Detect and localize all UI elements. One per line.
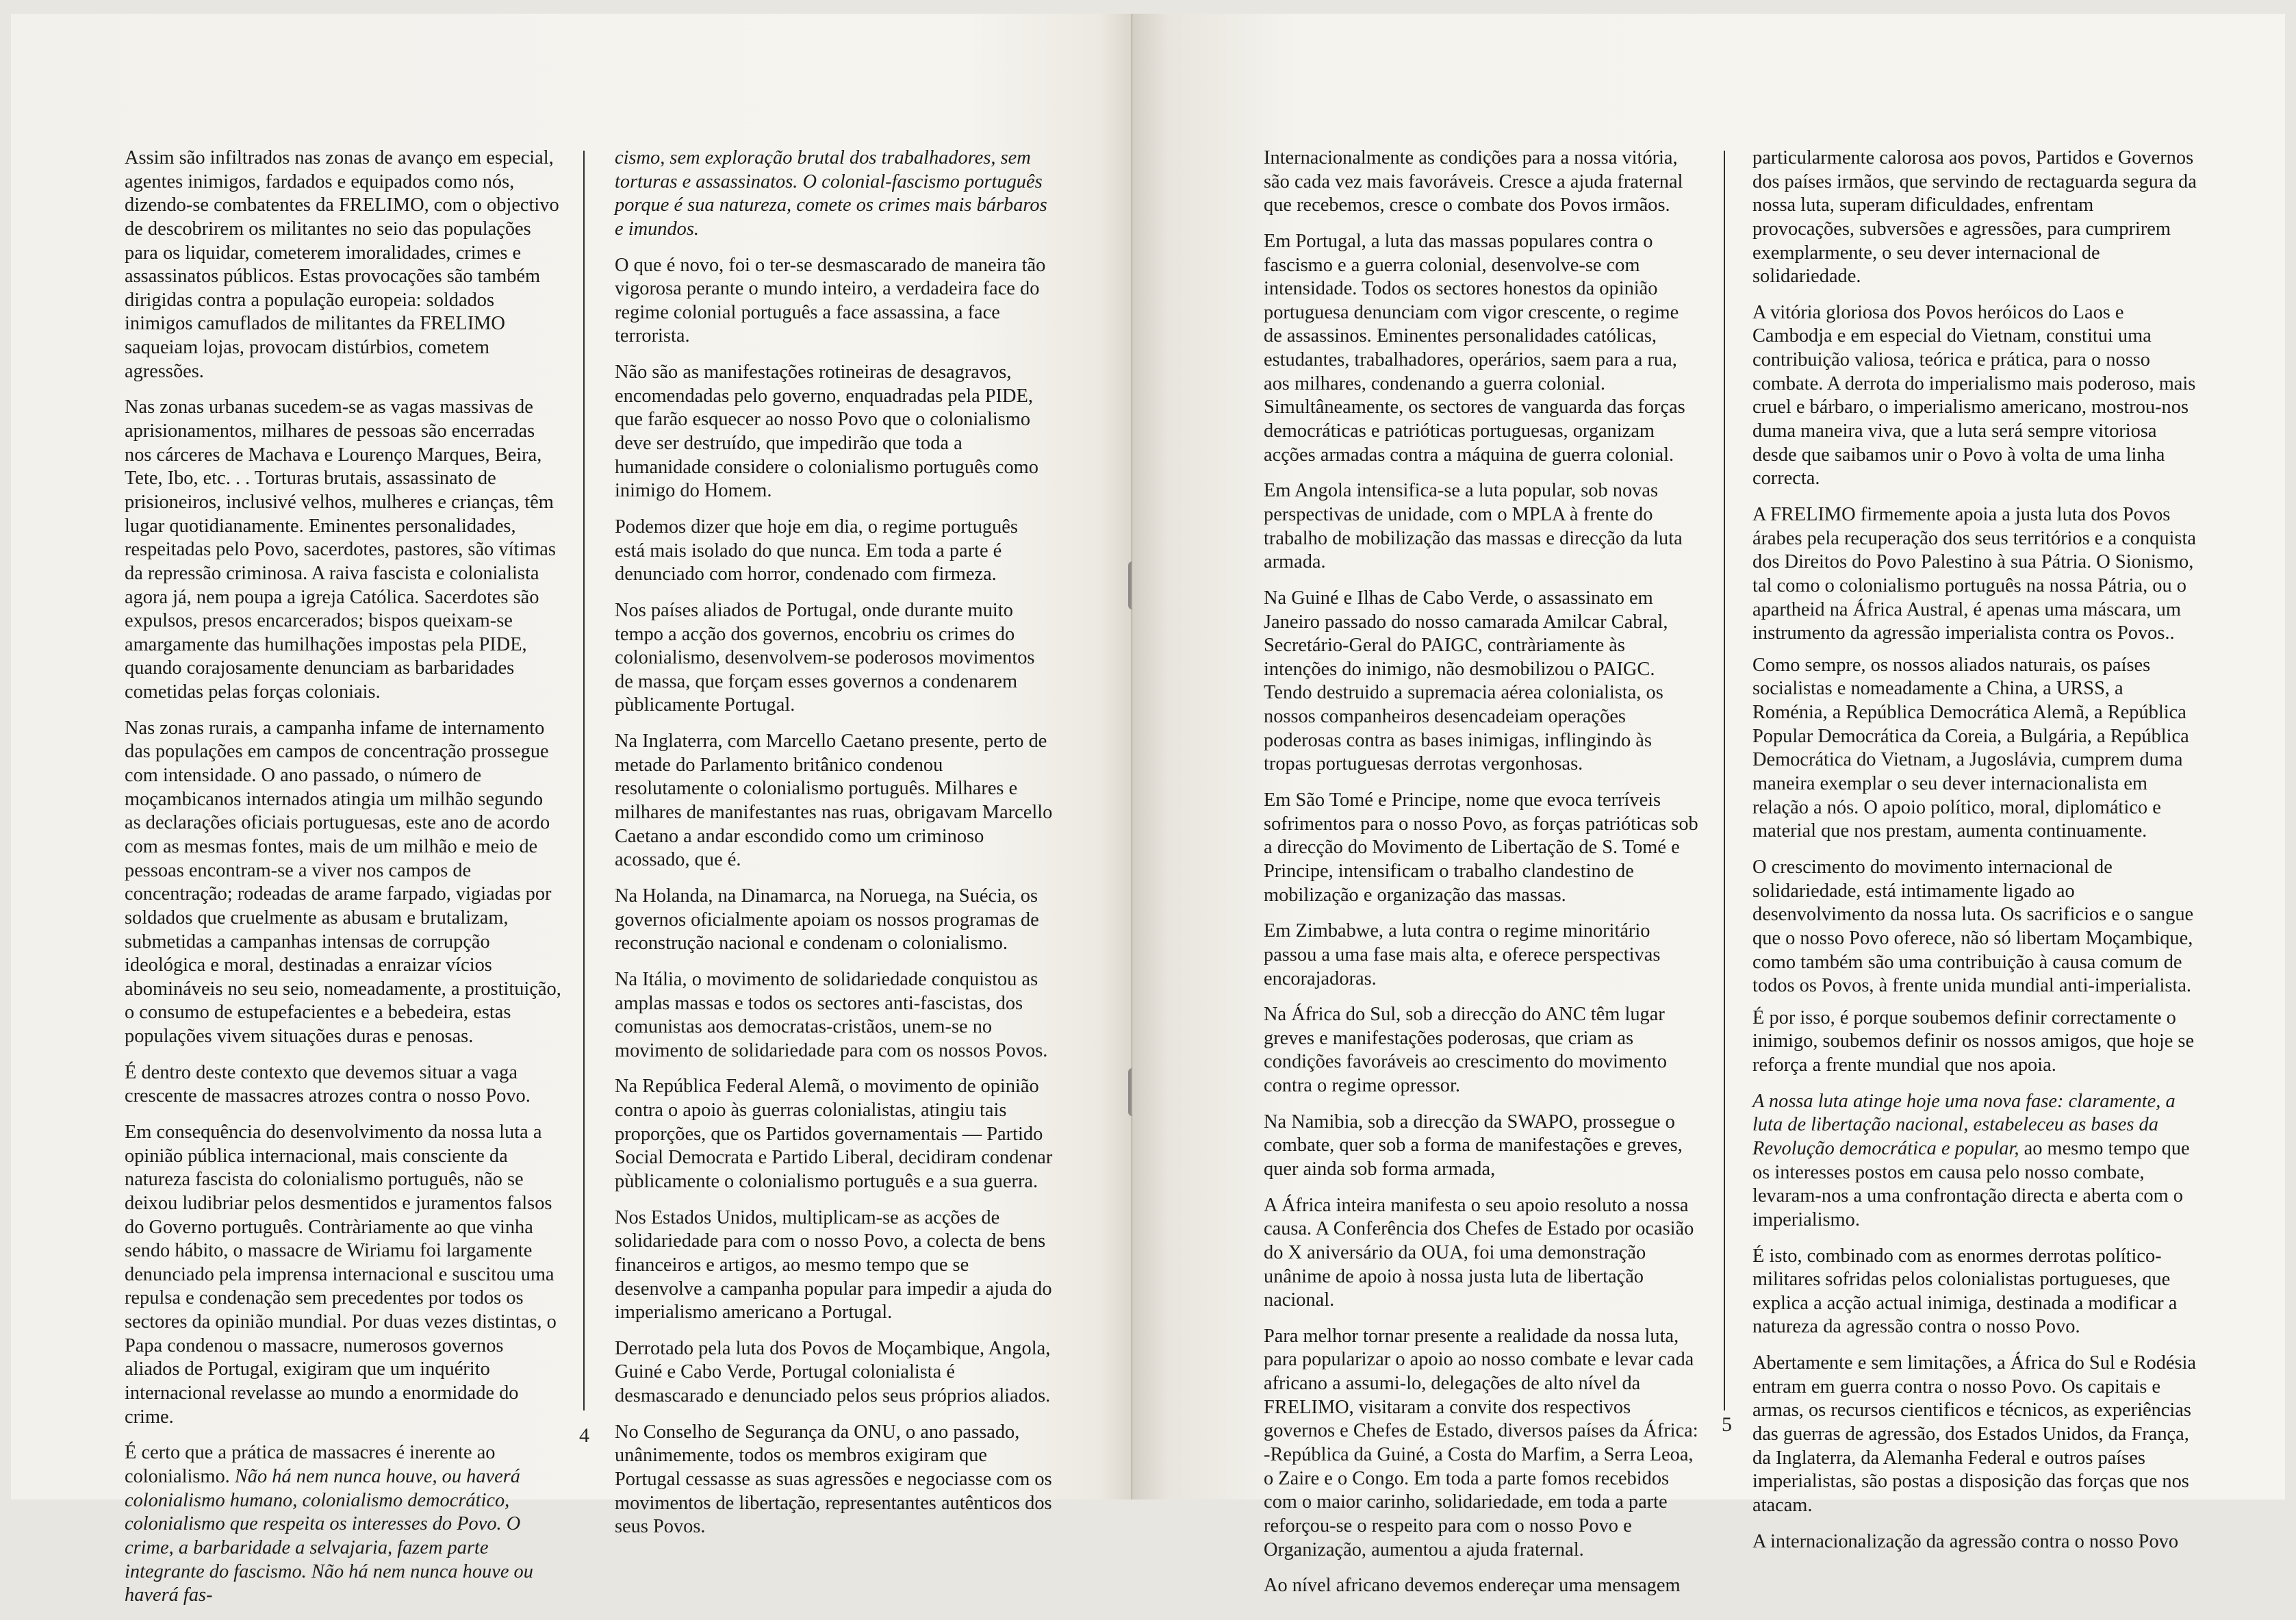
paragraph-text: É certo que a prática de massacres é inerente ao colonialismo.	[125, 1442, 496, 1487]
paragraph: O crescimento do movimento internacional de solidariedade, está intimamente ligado ao desenvolvimento da nossa luta. Os sacrificios e o sangue que o nosso Povo oferece, não só libertam Moçambique, como também são uma contribuição à causa comum de todos os Povos, à frente unida mundial anti-imperialista.	[1752, 856, 2194, 997]
column-divider	[583, 151, 585, 1410]
paragraph: Assim são infiltrados nas zonas de avanço em especial, agentes inimigos, fardados e equipados como nós, dizendo-se combatentes da FRELIMO, com o objectivo de descobrirem os militantes no seio das populações para os liquidar, cometerem imoralidades, crimes e assassinatos públicos. Estas provocações são também dirigidas contra a população europeia: soldados inimigos camuflados de militantes da FRELIMO saqueiam lojas, provocam distúrbios, cometem agressões.	[125, 147, 559, 382]
paragraph-italic-text: ao mesmo tempo que os interesses postos em causa pelo nosso combate, levaram-nos a uma confrontação directa e aberta com o imperialismo.	[1752, 1137, 2190, 1230]
column-1	[125, 147, 563, 1620]
paragraph: Ao nível africano devemos endereçar uma mensagem	[1264, 1575, 1681, 1597]
paragraph: Na Guiné e Ilhas de Cabo Verde, o assassinato em Janeiro passado do nosso camarada Amilcar Cabral, Secretário-Geral do PAIGC, contràriamente às intenções do inimigo, não desmobilizou o PAIGC. Tendo destruido a supremacia aérea colonialista, os nossos companheiros desencadeiam operações poderosas contra as bases inimigas, inflingindo às tropas portuguesas derrotas vergonhosas.	[1264, 587, 1668, 775]
paragraph: Para melhor tornar presente a realidade da nossa luta, para popularizar o apoio ao nosso combate e levar cada africano a assumi-lo, delegações de alto nível da FRELIMO, visitaram a convite dos respectivos governos e Chefes de Estado, diversos países da África: -República da Guiné, a Costa do Marfim, a Serra Leoa, o Zaire e o Congo. Em toda a parte fomos recebidos com o maior carinho, solidariedade, em toda a parte reforçou-se o respeito para com o nosso Povo e Organização, aumentou a ajuda fraternal.	[1264, 1325, 1698, 1560]
paragraph: Em São Tomé e Principe, nome que evoca terríveis sofrimentos para o nosso Povo, as forças patrióticas sob a direcção do Movimento de Libertação de S. Tomé e Principe, intensificam o trabalho clandestino de mobilização e organização das massas.	[1264, 789, 1698, 906]
paragraph: Como sempre, os nossos aliados naturais, os países socialistas e nomeadamente a China, a URSS, a Roménia, a República Democrática Alemã, a República Popular Democrática da Coreia, a Bulgária, a República Democrática do Vietnam, a Jugoslávia, cumprem duma maneira exemplar o seu dever internacionalista em relação a nós. O apoio político, moral, diplomático e material que nos prestam, aumenta continuamente.	[1752, 654, 2189, 842]
paragraph: Na Itália, o movimento de solidariedade conquistou as amplas massas e todos os sectores anti-fascistas, dos comunistas aos democratas-cristãos, unem-se no movimento de solidariedade para com os nossos Povos.	[615, 968, 1048, 1061]
paragraph: Nos Estados Unidos, multiplicam-se as acções de solidariedade para com o nosso Povo, a colecta de bens financeiros e artigos, ao mesmo tempo que se desenvolve a campanha popular para impedir a ajuda do imperialismo americano a Portugal.	[615, 1206, 1052, 1324]
paragraph-italic-text: Não há nem nunca houve, ou haverá colonialismo humano, colonialismo democrático, colonialismo que respeita os interesses do Povo. O crime, a barbaridade a selvajaria, fazem parte integrante do fascismo. Não há nem nunca houve ou haverá fas-	[125, 1465, 533, 1606]
paragraph: particularmente calorosa aos povos, Partidos e Governos dos países irmãos, que servindo de rectaguarda segura da nossa luta, superam dificuldades, enfrentam provocações, subversões e agressões, para cumprirem exemplarmente, o seu dever internacional de solidariedade.	[1752, 147, 2197, 288]
paragraph	[1752, 1090, 2197, 1232]
paragraph: É isto, combinado com as enormes derrotas político-militares sofridas pelos colonialistas portugueses, que explica a acção actual inimiga, destinada a modificar a natureza da agressão contra o nosso Povo.	[1752, 1245, 2178, 1338]
paragraph: No Conselho de Segurança da ONU, o ano passado, unânimemente, todos os membros exigiram que Portugal cessasse as suas agressões e negociasse com os movimentos de libertação, representantes autênticos dos seus Povos.	[615, 1421, 1052, 1538]
paragraph: Na República Federal Alemã, o movimento de opinião contra o apoio às guerras colonialistas, atingiu tais proporções, que os Partidos governamentais — Partido Social Democrata e Partido Liberal, decidiram condenar pùblicamente o colonialismo português e a sua guerra.	[615, 1076, 1053, 1192]
page-number: 4	[579, 1424, 589, 1447]
paragraph: A vitória gloriosa dos Povos heróicos do Laos e Cambodja e em especial do Vietnam, constitui uma contribuição valiosa, teórica e prática, para o nosso combate. A derrota do imperialismo mais poderoso, mais cruel e bárbaro, o imperialismo americano, mostrou-nos duma maneira viva, que a luta será sempre vitoriosa desde que saibamos unir o Povo à volta de uma linha correcta.	[1752, 301, 2196, 490]
right-page	[1134, 14, 2285, 1597]
paragraph	[125, 1441, 563, 1607]
paragraph: Na Namibia, sob a direcção da SWAPO, prossegue o combate, quer sob a forma de manifestações e greves, quer ainda sob forma armada,	[1264, 1111, 1683, 1180]
left-page	[11, 14, 1134, 1606]
paragraph: Na Inglaterra, com Marcello Caetano presente, perto de metade do Parlamento britânico condenou resolutamente o colonialismo português. Milhares e milhares de manifestantes nas ruas, obrigavam Marcello Caetano a andar escondido como um criminoso acossado, que é.	[615, 731, 1053, 871]
paragraph: cismo, sem exploração brutal dos trabalhadores, sem torturas e assassinatos. O colonial-fascismo português porque é sua natureza, comete os crimes mais bárbaros e imundos.	[615, 147, 1047, 240]
paragraph: Na Holanda, na Dinamarca, na Noruega, na Suécia, os governos oficialmente apoiam os nossos programas de reconstrução nacional e condenam o colonialismo.	[615, 885, 1039, 954]
paragraph: Nos países aliados de Portugal, onde durante muito tempo a acção dos governos, encobriu os crimes do colonialismo, desenvolvem-se poderosos movimentos de massa, que forçam esses governos a condenarem pùblicamente Portugal.	[615, 599, 1035, 716]
paragraph: Podemos dizer que hoje em dia, o regime português está mais isolado do que nunca. Em toda a parte é denunciado com horror, condenado com firmeza.	[615, 516, 1018, 585]
paragraph-text: A nossa luta atinge hoje uma nova fase: claramente, a luta de libertação nacional, estabeleceu as bases da Revolução democrática e popular,	[1752, 1090, 2176, 1159]
paragraph: A África inteira manifesta o seu apoio resoluto a nossa causa. A Conferência dos Chefes de Estado por ocasião do X aniversário da OUA, foi uma demonstração unânime de apoio à nossa justa luta de libertação nacional.	[1264, 1194, 1694, 1311]
paragraph: Internacionalmente as condições para a nossa vitória, são cada vez mais favoráveis. Cresce a ajuda fraternal que recebemos, cresce o combate dos Povos irmãos.	[1264, 147, 1683, 216]
column-4	[1752, 147, 2197, 1566]
paragraph: É dentro deste contexto que devemos situar a vaga crescente de massacres atrozes contra o nosso Povo.	[125, 1061, 531, 1107]
paragraph: Em Portugal, a luta das massas populares contra o fascismo e a guerra colonial, desenvolve-se com intensidade. Todos os sectores honestos da opinião portuguesa denunciam com vigor crescente, o regime de assassinos. Eminentes personalidades católicas, estudantes, trabalhadores, operários, saem para a rua, aos milhares, condenando a guerra colonial. Simultâneamente, os sectores de vanguarda das forças democráticas e patrióticas portuguesas, organizam acções armadas contra a máquina de guerra colonial.	[1264, 230, 1685, 466]
column-divider	[1724, 151, 1725, 1410]
paragraph: Nas zonas rurais, a campanha infame de internamento das populações em campos de concentração prossegue com intensidade. O ano passado, o número de moçambicanos internados atingia um milhão segundo as declarações oficiais portuguesas, este ano de acordo com as mesmas fontes, mais de um milhão e meio de pessoas encontram-se a viver nos campos de concentração; rodeadas de arame farpado, vigiadas por soldados que cruelmente as abusam e brutalizam, submetidas a campanhas intensas de corrupção ideológica e moral, destinadas a enraizar vícios abomináveis no seu seio, nomeadamente, a prostituição, o consumo de estupefacientes e a bebedeira, estas populações vivem situações duras e penosas.	[125, 717, 561, 1048]
paragraph: A internacionalização da agressão contra o nosso Povo	[1752, 1530, 2179, 1552]
paragraph: Abertamente e sem limitações, a África do Sul e Rodésia entram em guerra contra o nosso Povo. Os capitais e armas, os recursos cientificos e técnicos, as experiências das guerras de agressão, dos Estados Unidos, da França, da Inglaterra, da Alemanha Federal e outros países imperialistas, são postas a disposição das forças que nos atacam.	[1752, 1352, 2197, 1516]
paragraph: Derrotado pela luta dos Povos de Moçambique, Angola, Guiné e Cabo Verde, Portugal colonialista é desmascarado e denunciado pelos seus próprios aliados.	[615, 1337, 1051, 1407]
column-2	[615, 147, 1053, 1552]
paragraph: Em Zimbabwe, a luta contra o regime minoritário passou a uma fase mais alta, e oferece perspectivas encorajadoras.	[1264, 920, 1661, 989]
paragraph: Em Angola intensifica-se a luta popular, sob novas perspectivas de unidade, com o MPLA à frente do trabalho de mobilização das massas e direcção da luta armada.	[1264, 480, 1683, 573]
paragraph: Na África do Sul, sob a direcção do ANC têm lugar greves e manifestações poderosas, que criam as condições favoráveis ao crescimento do movimento contra o regime opressor.	[1264, 1004, 1667, 1097]
paragraph: Não são as manifestações rotineiras de desagravos, encomendadas pelo governo, enquadradas pela PIDE, que farão esquecer ao nosso Povo que o colonialismo deve ser destruído, que impedirão que toda a humanidade considere o colonialismo português como inimigo do Homem.	[615, 362, 1038, 502]
paragraph: O que é novo, foi o ter-se desmascarado de maneira tão vigorosa perante o mundo inteiro, a verdadeira face do regime colonial português a face assassina, a face terrorista.	[615, 254, 1046, 347]
paragraph: Nas zonas urbanas sucedem-se as vagas massivas de aprisionamentos, milhares de pessoas são encerradas nos cárceres de Machava e Lourenço Marques, Beira, Tete, Ibo, etc. . . Torturas brutais, assassinato de prisioneiros, inclusivé velhos, mulheres e crianças, têm lugar quotidianamente. Eminentes personalidades, respeitadas pelo Povo, sacerdotes, pastores, são vítimas da repressão criminosa. A raiva fascista e colonialista agora já, nem poupa a igreja Católica. Sacerdotes são expulsos, presos encarcerados; bispos queixam-se amargamente das humilhações impostas pela PIDE, quando corajosamente denunciam as barbaridades cometidas pelas forças coloniais.	[125, 396, 556, 703]
paragraph: Em consequência do desenvolvimento da nossa luta a opinião pública internacional, mais consciente da natureza fascista do colonialismo português, não se deixou ludibriar pelos desmentidos e juramentos falsos do Governo português. Contràriamente ao que vinha sendo hábito, o massacre de Wiriamu foi largamente denunciado pela imprensa internacional e suscitou uma repulsa e condenação sem precedentes por todos os sectores da opinião mundial. Por duas vezes distintas, o Papa condenou o massacre, numerosos governos aliados de Portugal, exigiram que um inquérito internacional revelasse ao mundo a enormidade do crime.	[125, 1121, 557, 1428]
page-number: 5	[1722, 1413, 1732, 1436]
paragraph: A FRELIMO firmemente apoia a justa luta dos Povos árabes pela recuperação dos seus territórios e a conquista dos Direitos do Povo Palestino à sua Pátria. O Sionismo, tal como o colonialismo português na nossa Pátria, ou o apartheid na África Austral, é apenas uma máscara, um instrumento da agressão imperialista contra os Povos..	[1752, 503, 2196, 644]
paragraph: É por isso, é porque soubemos definir correctamente o inimigo, soubemos definir os nossos amigos, que hoje se reforça a frente mundial que nos apoia.	[1752, 1007, 2195, 1076]
column-3	[1264, 147, 1702, 1610]
